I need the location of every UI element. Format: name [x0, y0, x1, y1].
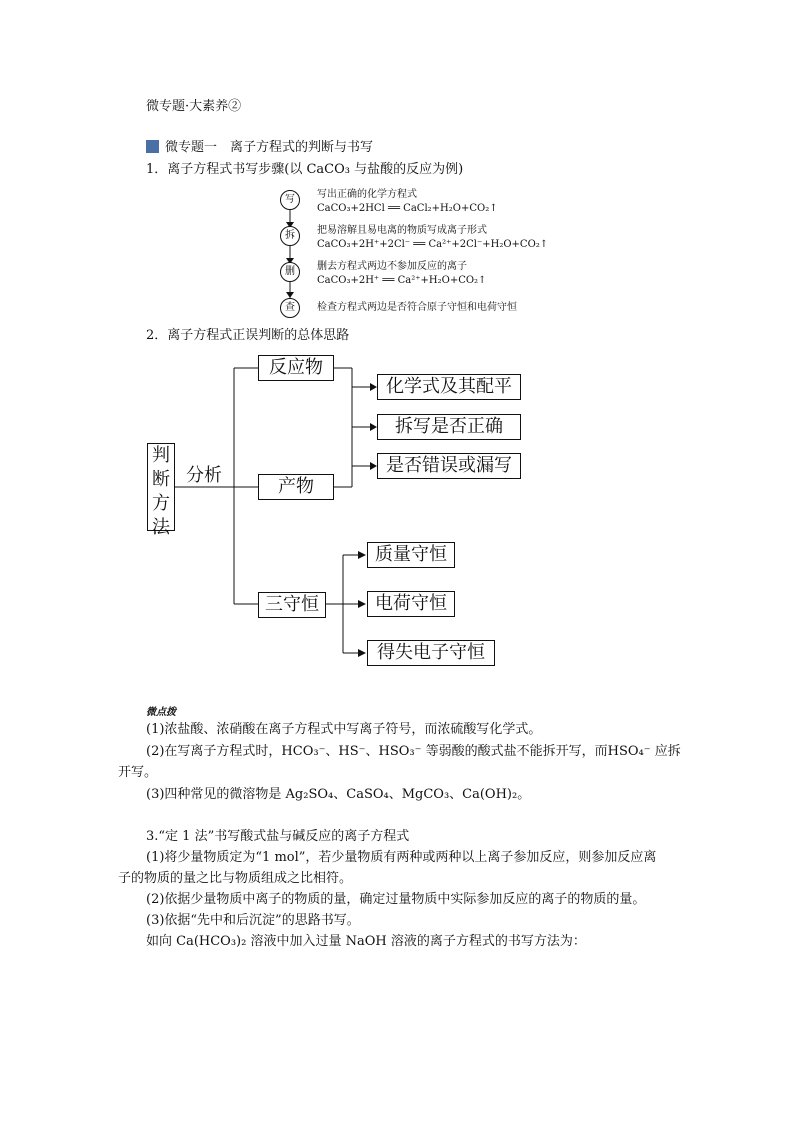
s3-p1-cont: 子的物质的量之比与物质组成之比相符。 — [118, 871, 353, 886]
step-equation: CaCO₃+2HCl ══ CaCl₂+H₂O+CO₂↑ — [317, 203, 498, 214]
step-mark-split: 拆 — [280, 226, 300, 246]
method-box — [147, 443, 175, 538]
product-box: 产物 — [258, 474, 334, 500]
section-title-text: 微专题一 离子方程式的判断与书写 — [165, 140, 374, 155]
subsection-1-title: 1．离子方程式书写步骤(以 CaCO₃ 与盐酸的反应为例) — [146, 162, 464, 177]
mass-conservation-box: 质量守恒 — [367, 542, 455, 568]
check-missing-box: 是否错误或漏写 — [377, 453, 521, 479]
subsection-2-title: 2．离子方程式正误判断的总体思路 — [146, 328, 350, 343]
step-mark-delete: 删 — [280, 262, 300, 282]
check-split-box: 拆写是否正确 — [377, 414, 521, 440]
step-equation: CaCO₃+2H⁺+2Cl⁻ ══ Ca²⁺+2Cl⁻+H₂O+CO₂↑ — [317, 239, 549, 250]
step-desc: 把易溶解且易电离的物质写成离子形式 — [317, 225, 487, 236]
s3-p3: (3)依据“先中和后沉淀”的思路书写。 — [146, 913, 360, 928]
tip-p2-cont: 开写。 — [118, 765, 158, 780]
subsection-3-title: 3.“定 1 法”书写酸式盐与碱反应的离子方程式 — [146, 829, 410, 844]
step-desc: 删去方程式两边不参加反应的离子 — [317, 261, 467, 272]
s3-p2: (2)依据少量物质中离子的物质的量，确定过量物质中实际参加反应的离子的物质的量。 — [146, 892, 646, 907]
conservation-box: 三守恒 — [258, 592, 326, 618]
tip-title: 微点拨 — [146, 707, 176, 718]
step-equation: CaCO₃+2H⁺ ══ Ca²⁺+H₂O+CO₂↑ — [317, 275, 487, 286]
step-desc: 检查方程式两边是否符合原子守恒和电荷守恒 — [317, 302, 517, 313]
analyze-label: 分析 — [186, 465, 222, 486]
page-header: 微专题·大素养② — [146, 99, 242, 114]
step-mark-write: 写 — [280, 190, 300, 210]
check-formula-box: 化学式及其配平 — [377, 374, 521, 400]
reactant-box: 反应物 — [258, 355, 334, 381]
tip-p3: (3)四种常见的微溶物是 Ag₂SO₄、CaSO₄、MgCO₃、Ca(OH)₂。 — [146, 787, 531, 802]
charge-conservation-box: 电荷守恒 — [367, 591, 455, 617]
tip-p1: (1)浓盐酸、浓硝酸在离子方程式中写离子符号，而浓硫酸写化学式。 — [146, 722, 542, 737]
s3-p4: 如向 Ca(HCO₃)₂ 溶液中加入过量 NaOH 溶液的离子方程式的书写方法为： — [146, 934, 586, 949]
step-desc: 写出正确的化学方程式 — [317, 189, 417, 200]
s3-p1: (1)将少量物质定为“1 mol”，若少量物质有两种或两种以上离子参加反应，则参加反应离 — [146, 850, 657, 865]
tip-p2: (2)在写离子方程式时，HCO₃⁻、HS⁻、HSO₃⁻ 等弱酸的酸式盐不能拆开写，而HSO₄⁻ 应拆 — [146, 744, 681, 759]
method-label: 判断方法 — [152, 445, 170, 538]
electron-conservation-box: 得失电子守恒 — [367, 640, 495, 666]
step-mark-check: 查 — [280, 298, 300, 318]
